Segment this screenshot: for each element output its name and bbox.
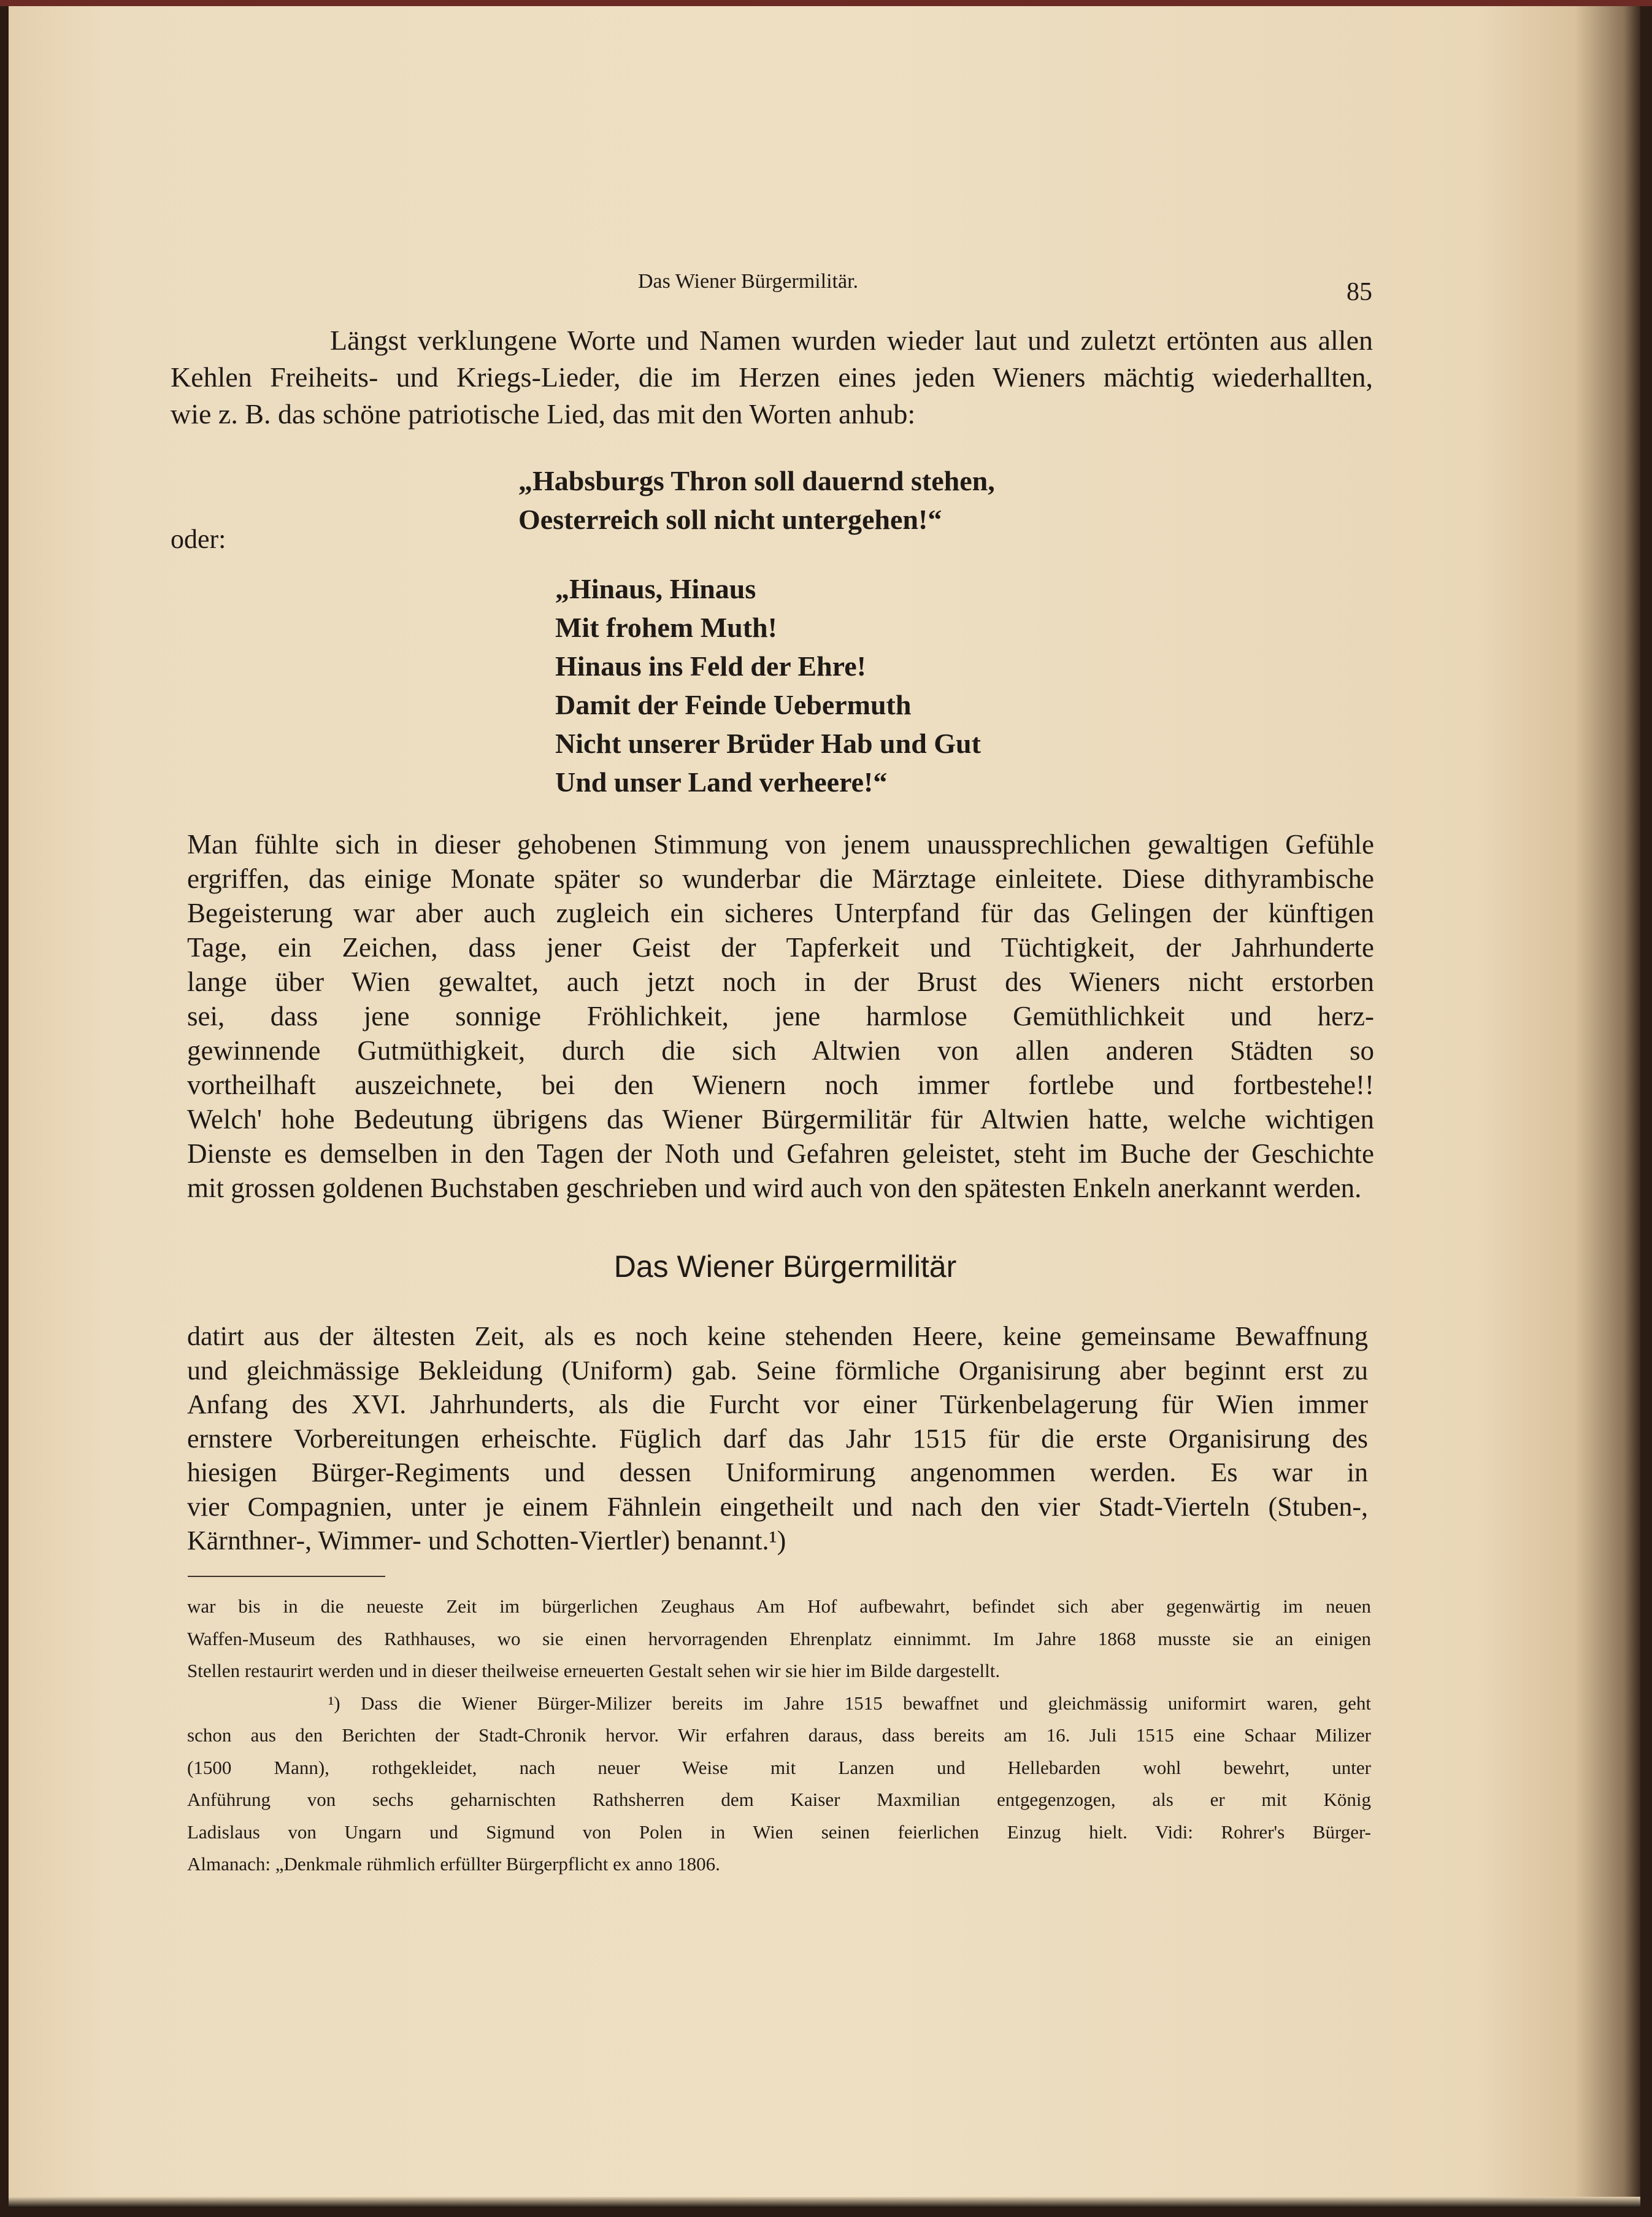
footnotes-line: Almanach: „Denkmale rühmlich erfüllter Bürgerpflicht ex anno 1806. — [187, 1853, 720, 1875]
footnotes-line: (1500 Mann), rothgekleidet, nach neuer Weise mit Lanzen und Hellebarden wohl bewehrt, unter — [187, 1756, 1371, 1778]
paragraph-line: Dienste es demselben in den Tagen der Noth und Gefahren geleistet, steht im Buche der Geschichte — [187, 1138, 1374, 1169]
footnotes-line: Anführung von sechs geharnischten Rathsherren dem Kaiser Maxmilian entgegenzogen, als er mit König — [187, 1789, 1371, 1810]
poem-line: Und unser Land verheere!“ — [555, 766, 888, 798]
footnotes-line: Ladislaus von Ungarn und Sigmund von Polen in Wien seinen feierlichen Einzug hielt. Vidi: Rohrer's Bürger- — [187, 1821, 1371, 1843]
paragraph-line: Begeisterung war aber auch zugleich ein sicheres Unterpfand für das Gelingen der künftigen — [187, 898, 1374, 928]
paragraph-line: wie z. B. das schöne patriotische Lied, das mit den Worten anhub: — [171, 398, 916, 430]
page-number: 85 — [1347, 278, 1372, 306]
paragraph-line: Kärnthner-, Wimmer- und Schotten-Viertler) benannt.¹) — [187, 1525, 786, 1556]
paragraph-line: datirt aus der ältesten Zeit, als es noch keine stehenden Heere, keine gemeinsame Bewaffnung — [187, 1321, 1368, 1351]
paragraph-line: vier Compagnien, unter je einem Fähnlein eingetheilt und nach den vier Stadt-Vierteln (Stuben-, — [187, 1491, 1368, 1522]
poem-hinaus — [555, 569, 981, 801]
paragraph-line: gewinnende Gutmüthigkeit, durch die sich Altwien von allen anderen Städten so — [187, 1035, 1374, 1066]
section-heading: Das Wiener Bürgermilitär — [613, 1249, 957, 1284]
scan-top-edge — [0, 0, 1652, 6]
paragraph-line: und gleichmässige Bekleidung (Uniform) gab. Seine förmliche Organisirung aber beginnt erst zu — [187, 1355, 1368, 1386]
poem-line: Mit frohem Muth! — [555, 612, 777, 643]
paragraph-line: Man fühlte sich in dieser gehobenen Stimmung von jenem unaussprechlichen gewaltigen Gefühle — [187, 829, 1374, 860]
paragraph-3 — [187, 1319, 1368, 1558]
footnotes — [187, 1590, 1371, 1881]
poem-line: Hinaus ins Feld der Ehre! — [555, 650, 866, 682]
poem-line: Nicht unserer Brüder Hab und Gut — [555, 728, 981, 759]
footnotes-line: schon aus den Berichten der Stadt-Chronik hervor. Wir erfahren daraus, dass bereits am 16. Juli 1515 eine Schaar Milizer — [187, 1724, 1371, 1746]
paragraph-line: ergriffen, das einige Monate später so wunderbar die Märztage einleitete. Diese dithyrambische — [187, 863, 1374, 894]
paragraph-line: Welch' hohe Bedeutung übrigens das Wiener Bürgermilitär für Altwien hatte, welche wichtigen — [187, 1104, 1374, 1135]
poem-line: Damit der Feinde Uebermuth — [555, 689, 912, 720]
paragraph-line: hiesigen Bürger-Regiments und dessen Uniformirung angenommen werden. Es war in — [187, 1457, 1368, 1487]
paragraph-line: Kehlen Freiheits- und Kriegs-Lieder, die im Herzen eines jeden Wieners mächtig wiederhallten, — [171, 361, 1373, 393]
poem-line: „Habsburgs Thron soll dauernd stehen, — [518, 465, 995, 496]
paragraph-2 — [187, 827, 1374, 1205]
paragraph-line: sei, dass jene sonnige Fröhlichkeit, jene harmlose Gemüthlichkeit und herz- — [187, 1001, 1374, 1031]
oder-label: oder: — [171, 524, 226, 554]
poem-line: Oesterreich soll nicht untergehen!“ — [518, 504, 942, 535]
footnotes-line: Waffen-Museum des Rathhauses, wo sie einen hervorragenden Ehrenplatz einnimmt. Im Jahre 1868 musste sie an einigen — [187, 1627, 1371, 1649]
footnote-divider — [188, 1576, 385, 1577]
paragraph-1 — [171, 322, 1373, 433]
paragraph-line: Tage, ein Zeichen, dass jener Geist der Tapferkeit und Tüchtigkeit, der Jahrhunderte — [187, 932, 1374, 963]
running-head: Das Wiener Bürgermilitär. — [638, 270, 859, 293]
paragraph-line: Anfang des XVI. Jahrhunderts, als die Furcht vor einer Türkenbelagerung für Wien immer — [187, 1389, 1368, 1419]
footnotes-line: ¹) Dass die Wiener Bürger-Milizer bereits im Jahre 1515 bewaffnet und gleichmässig uniformirt waren, geht — [328, 1692, 1371, 1714]
poem-habsburgs — [518, 461, 995, 539]
paragraph-line: lange über Wien gewaltet, auch jetzt noch in der Brust des Wieners nicht erstorben — [187, 966, 1374, 997]
paragraph-line: Längst verklungene Worte und Namen wurden wieder laut und zuletzt ertönten aus allen — [330, 325, 1373, 356]
paragraph-line: mit grossen goldenen Buchstaben geschrieben und wird auch von den spätesten Enkeln anerkannt werden. — [187, 1173, 1362, 1203]
footnotes-line: war bis in die neueste Zeit im bürgerlichen Zeughaus Am Hof aufbewahrt, befindet sich aber gegenwärtig im neuen — [187, 1595, 1371, 1617]
paragraph-line: ernstere Vorbereitungen erheischte. Füglich darf das Jahr 1515 für die erste Organisirung des — [187, 1423, 1368, 1454]
poem-line: „Hinaus, Hinaus — [555, 573, 756, 604]
footnotes-line: Stellen restaurirt werden und in dieser theilweise erneuerten Gestalt sehen wir sie hier im Bilde dargestellt. — [187, 1660, 1001, 1681]
paragraph-line: vortheilhaft auszeichnete, bei den Wienern noch immer fortlebe und fortbestehe!! — [187, 1070, 1374, 1100]
